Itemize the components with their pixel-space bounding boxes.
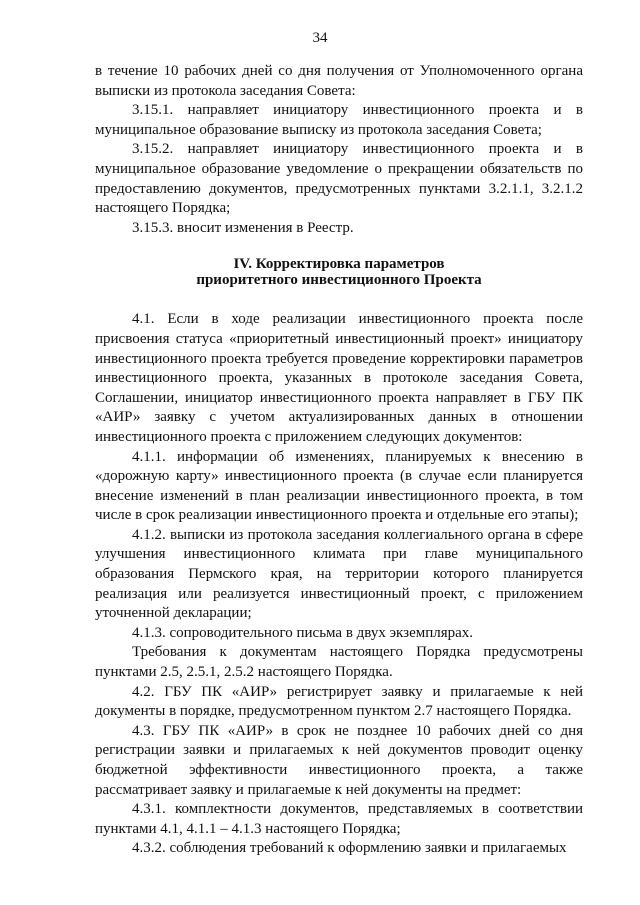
page-number: 34 [312,30,328,46]
paragraph: 4.3.2. соблюдения требований к оформлению заявки и прилагаемых [132,840,567,857]
paragraph: 4.1.2. выписки из протокола заседания коллегиального органа в сфере улучшения инвестиционного климата при главе муниципального образования Пермского края, на территории которого планируется реализация или реализуется инвестиционный проект, с приложением уточненной декларации; [95,526,583,622]
paragraph: 4.2. ГБУ ПК «АИР» регистрирует заявку и прилагаемые к ней документы в порядке, предусмотренном пунктом 2.7 настоящего Порядка. [95,683,583,720]
paragraph: 4.3. ГБУ ПК «АИР» в срок не позднее 10 рабочих дней со дня регистрации заявки и прилагаемых к ней документов проводит оценку бюджетной эффективности инвестиционного проекта, а также рассматривает заявку и прилагаемые к ней документы на предмет: [95,722,583,798]
paragraph: в течение 10 рабочих дней со дня получения от Уполномоченного органа выписки из протокола заседания Совета: [95,63,583,99]
paragraph: 3.15.2. направляет инициатору инвестиционного проекта и в муниципальное образование уведомление о прекращении обязательств по предоставлению документов, предусмотренных пунктами 3.2.1.1, 3.2.1.2 настоящего Порядка; [95,141,583,217]
paragraph: 3.15.3. вносит изменения в Реестр. [132,219,354,236]
section-heading [95,256,583,288]
section-heading-line-1: IV. Корректировка параметров [233,256,445,273]
section-heading-line-2: приоритетного инвестиционного Проекта [196,272,482,289]
paragraph: 4.3.1. комплектности документов, представляемых в соответствии пунктами 4.1, 4.1.1 – 4.1.3 настоящего Порядка; [95,801,583,837]
paragraph: 3.15.1. направляет инициатору инвестиционного проекта и в муниципальное образование выписку из протокола заседания Совета; [95,102,583,138]
paragraph: Требования к документам настоящего Порядка предусмотрены пунктами 2.5, 2.5.1, 2.5.2 настоящего Порядка. [95,644,583,681]
document-body [95,62,583,859]
paragraph: 4.1. Если в ходе реализации инвестиционного проекта после присвоения статуса «приоритетный инвестиционный проект» инициатору инвестиционного проекта требуется проведение корректировки параметров инвестиционного проекта, указанных в протоколе заседания Совета, Соглашении, инициатор инвестиционного проекта направляет в ГБУ ПК «АИР» заявку с учетом актуализированных данных в отношении инвестиционного проекта с приложением следующих документов: [95,311,583,445]
paragraph: 4.1.1. информации об изменениях, планируемых к внесению в «дорожную карту» инвестиционного проекта (в случае если планируется внесение изменений в план реализации инвестиционного проекта, в том числе в срок реализации инвестиционного проекта и отдельные его этапы); [95,448,583,524]
paragraph: 4.1.3. сопроводительного письма в двух экземплярах. [132,624,474,641]
